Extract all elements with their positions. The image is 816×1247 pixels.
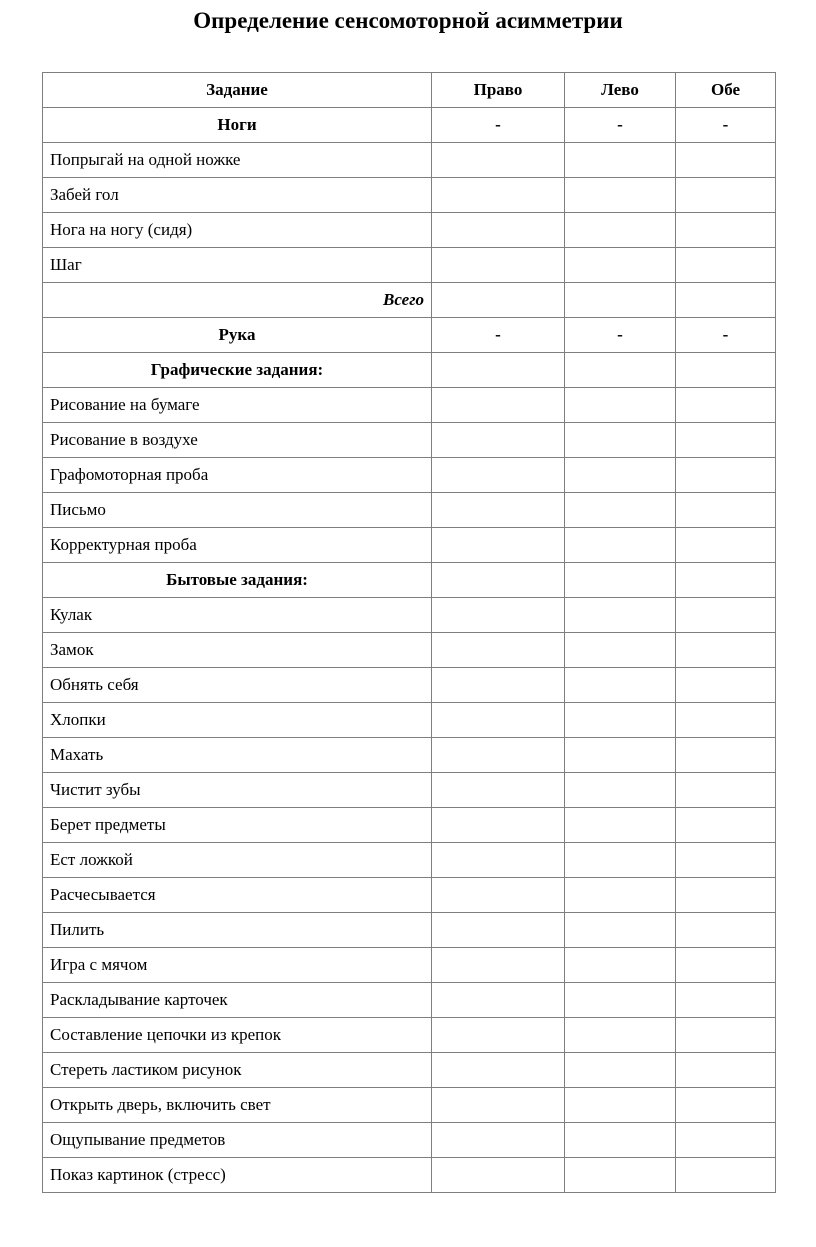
right-cell[interactable] [432, 248, 565, 283]
subsection-title-graphic: Графические задания: [43, 353, 432, 388]
both-cell[interactable] [676, 458, 776, 493]
right-cell[interactable] [432, 353, 565, 388]
right-cell[interactable] [432, 423, 565, 458]
right-cell[interactable] [432, 388, 565, 423]
task-label: Расчесывается [43, 878, 432, 913]
both-cell[interactable] [676, 773, 776, 808]
both-cell[interactable] [676, 878, 776, 913]
left-cell[interactable] [565, 598, 676, 633]
left-cell[interactable] [565, 703, 676, 738]
both-cell[interactable] [676, 283, 776, 318]
section-row-legs [43, 108, 776, 143]
table-row [43, 388, 776, 423]
task-label: Попрыгай на одной ножке [43, 143, 432, 178]
right-cell[interactable] [432, 598, 565, 633]
dash-cell: - [565, 108, 676, 143]
table-row [43, 703, 776, 738]
task-label: Составление цепочки из крепок [43, 1018, 432, 1053]
both-cell[interactable] [676, 423, 776, 458]
task-label: Берет предметы [43, 808, 432, 843]
right-cell[interactable] [432, 843, 565, 878]
task-label: Раскладывание карточек [43, 983, 432, 1018]
table-row [43, 808, 776, 843]
right-cell[interactable] [432, 493, 565, 528]
both-cell[interactable] [676, 1123, 776, 1158]
both-cell[interactable] [676, 808, 776, 843]
right-cell[interactable] [432, 563, 565, 598]
left-cell[interactable] [565, 563, 676, 598]
task-label: Рисование в воздухе [43, 423, 432, 458]
left-cell[interactable] [565, 633, 676, 668]
total-row [43, 283, 776, 318]
left-cell[interactable] [565, 528, 676, 563]
left-cell[interactable] [565, 738, 676, 773]
left-cell[interactable] [565, 773, 676, 808]
table-row [43, 1018, 776, 1053]
table-row [43, 598, 776, 633]
column-header-right: Право [432, 73, 565, 108]
both-cell[interactable] [676, 213, 776, 248]
both-cell[interactable] [676, 668, 776, 703]
left-cell[interactable] [565, 283, 676, 318]
task-label: Махать [43, 738, 432, 773]
both-cell[interactable] [676, 388, 776, 423]
asymmetry-table [42, 72, 776, 1193]
table-row [43, 178, 776, 213]
table-row [43, 458, 776, 493]
right-cell[interactable] [432, 1123, 565, 1158]
left-cell[interactable] [565, 423, 676, 458]
both-cell[interactable] [676, 1088, 776, 1123]
left-cell[interactable] [565, 353, 676, 388]
dash-cell: - [676, 108, 776, 143]
left-cell[interactable] [565, 213, 676, 248]
right-cell[interactable] [432, 738, 565, 773]
right-cell[interactable] [432, 1053, 565, 1088]
dash-cell: - [432, 318, 565, 353]
task-label: Ест ложкой [43, 843, 432, 878]
left-cell[interactable] [565, 178, 676, 213]
right-cell[interactable] [432, 668, 565, 703]
task-label: Показ картинок (стресс) [43, 1158, 432, 1193]
both-cell[interactable] [676, 738, 776, 773]
both-cell[interactable] [676, 528, 776, 563]
page-title: Определение сенсомоторной асимметрии [193, 8, 623, 33]
task-label: Нога на ногу (сидя) [43, 213, 432, 248]
task-label: Замок [43, 633, 432, 668]
table-row [43, 633, 776, 668]
table-row [43, 738, 776, 773]
left-cell[interactable] [565, 143, 676, 178]
table-row [43, 493, 776, 528]
right-cell[interactable] [432, 878, 565, 913]
both-cell[interactable] [676, 1018, 776, 1053]
both-cell[interactable] [676, 703, 776, 738]
table-row [43, 948, 776, 983]
column-header-left: Лево [565, 73, 676, 108]
left-cell[interactable] [565, 878, 676, 913]
table-row [43, 143, 776, 178]
table-row [43, 528, 776, 563]
right-cell[interactable] [432, 773, 565, 808]
both-cell[interactable] [676, 983, 776, 1018]
subsection-row-graphic [43, 353, 776, 388]
right-cell[interactable] [432, 458, 565, 493]
column-header-both: Обе [676, 73, 776, 108]
table-row [43, 1123, 776, 1158]
task-label: Стереть ластиком рисунок [43, 1053, 432, 1088]
table-row [43, 913, 776, 948]
right-cell[interactable] [432, 913, 565, 948]
task-label: Пилить [43, 913, 432, 948]
table-row [43, 1158, 776, 1193]
right-cell[interactable] [432, 528, 565, 563]
task-label: Графомоторная проба [43, 458, 432, 493]
task-label: Письмо [43, 493, 432, 528]
subsection-title-household: Бытовые задания: [43, 563, 432, 598]
both-cell[interactable] [676, 493, 776, 528]
table-row [43, 773, 776, 808]
table-row [43, 423, 776, 458]
left-cell[interactable] [565, 668, 676, 703]
right-cell[interactable] [432, 143, 565, 178]
right-cell[interactable] [432, 1088, 565, 1123]
table-header-row [43, 73, 776, 108]
left-cell[interactable] [565, 983, 676, 1018]
both-cell[interactable] [676, 248, 776, 283]
left-cell[interactable] [565, 493, 676, 528]
left-cell[interactable] [565, 1088, 676, 1123]
both-cell[interactable] [676, 633, 776, 668]
task-label: Игра с мячом [43, 948, 432, 983]
table-row [43, 1088, 776, 1123]
column-header-task: Задание [43, 73, 432, 108]
both-cell[interactable] [676, 1053, 776, 1088]
task-label: Шаг [43, 248, 432, 283]
task-label: Кулак [43, 598, 432, 633]
task-label: Открыть дверь, включить свет [43, 1088, 432, 1123]
right-cell[interactable] [432, 633, 565, 668]
both-cell[interactable] [676, 948, 776, 983]
left-cell[interactable] [565, 1053, 676, 1088]
left-cell[interactable] [565, 1018, 676, 1053]
dash-cell: - [565, 318, 676, 353]
table-row [43, 668, 776, 703]
right-cell[interactable] [432, 283, 565, 318]
section-title-legs: Ноги [43, 108, 432, 143]
task-label: Ощупывание предметов [43, 1123, 432, 1158]
section-row-hand [43, 318, 776, 353]
left-cell[interactable] [565, 1158, 676, 1193]
task-label: Корректурная проба [43, 528, 432, 563]
table-row [43, 843, 776, 878]
both-cell[interactable] [676, 1158, 776, 1193]
total-label: Всего [43, 283, 432, 318]
table-row [43, 878, 776, 913]
right-cell[interactable] [432, 1018, 565, 1053]
both-cell[interactable] [676, 598, 776, 633]
right-cell[interactable] [432, 983, 565, 1018]
right-cell[interactable] [432, 178, 565, 213]
task-label: Хлопки [43, 703, 432, 738]
left-cell[interactable] [565, 913, 676, 948]
both-cell[interactable] [676, 143, 776, 178]
both-cell[interactable] [676, 353, 776, 388]
subsection-row-household [43, 563, 776, 598]
table-row [43, 983, 776, 1018]
right-cell[interactable] [432, 703, 565, 738]
left-cell[interactable] [565, 843, 676, 878]
left-cell[interactable] [565, 248, 676, 283]
left-cell[interactable] [565, 948, 676, 983]
right-cell[interactable] [432, 808, 565, 843]
section-title-hand: Рука [43, 318, 432, 353]
table-row [43, 248, 776, 283]
both-cell[interactable] [676, 843, 776, 878]
dash-cell: - [432, 108, 565, 143]
right-cell[interactable] [432, 213, 565, 248]
both-cell[interactable] [676, 563, 776, 598]
left-cell[interactable] [565, 808, 676, 843]
right-cell[interactable] [432, 948, 565, 983]
right-cell[interactable] [432, 1158, 565, 1193]
task-label: Обнять себя [43, 668, 432, 703]
left-cell[interactable] [565, 458, 676, 493]
table-row [43, 213, 776, 248]
dash-cell: - [676, 318, 776, 353]
task-label: Забей гол [43, 178, 432, 213]
left-cell[interactable] [565, 1123, 676, 1158]
table-row [43, 1053, 776, 1088]
task-label: Рисование на бумаге [43, 388, 432, 423]
left-cell[interactable] [565, 388, 676, 423]
both-cell[interactable] [676, 178, 776, 213]
task-label: Чистит зубы [43, 773, 432, 808]
both-cell[interactable] [676, 913, 776, 948]
